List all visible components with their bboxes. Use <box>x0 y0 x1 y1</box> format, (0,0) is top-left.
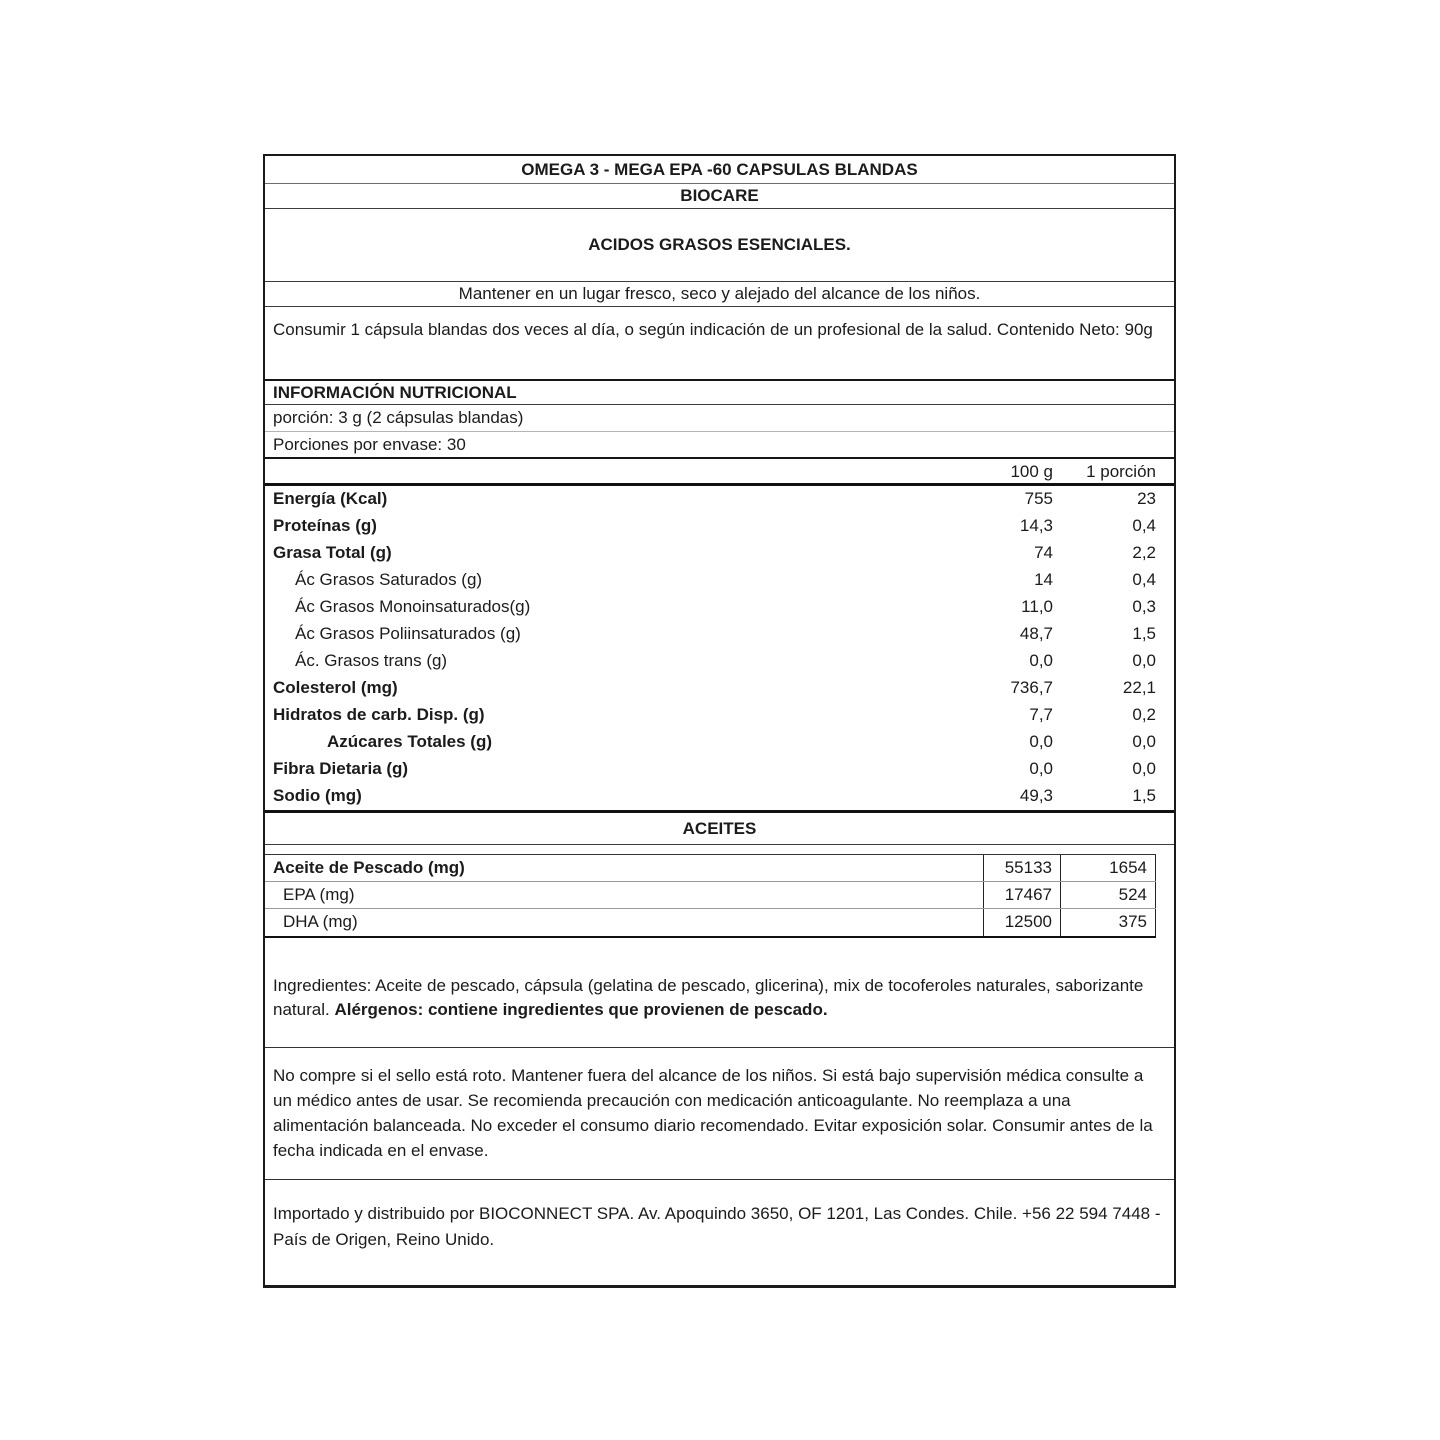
oil-name: DHA (mg) <box>283 912 358 931</box>
table-row <box>265 882 1156 909</box>
value-per-100g: 49,3 <box>1019 786 1053 805</box>
value-per-100g: 48,7 <box>1019 624 1053 643</box>
oil-name: Aceite de Pescado (mg) <box>273 858 465 877</box>
table-row <box>265 702 1156 729</box>
storage-instructions: Mantener en un lugar fresco, seco y alejado del alcance de los niños. <box>265 282 1174 307</box>
value-per-100g: 55133 <box>983 855 1060 881</box>
nutrient-name: Proteínas (g) <box>273 516 377 535</box>
nutrients-table <box>265 486 1174 813</box>
brand-name: BIOCARE <box>265 184 1174 209</box>
value-per-portion: 375 <box>1060 909 1156 936</box>
nutrient-name: Grasa Total (g) <box>273 543 392 562</box>
oils-spacer <box>265 845 1174 854</box>
value-per-100g: 0,0 <box>1029 732 1053 751</box>
importer-paragraph: Importado y distribuido por BIOCONNECT SPA. Av. Apoquindo 3650, OF 1201, Las Condes. Chile. +56 22 594 7448 - País de Origen, Reino Unido. <box>273 1204 1161 1249</box>
nutrient-name: Ác Grasos Monoinsaturados(g) <box>295 597 531 616</box>
category-row <box>265 209 1174 282</box>
value-per-100g: 17467 <box>983 882 1060 908</box>
column-header-row <box>265 459 1174 486</box>
oils-section-header: ACEITES <box>265 813 1174 845</box>
ingredients-text: Ingredientes: Aceite de pescado, cápsula (gelatina de pescado, glicerina), mix de tocoferoles naturales, saborizante natural. <box>273 976 1144 1019</box>
value-per-portion: 0,0 <box>1132 732 1156 751</box>
oils-table <box>265 854 1156 938</box>
table-row <box>265 540 1156 567</box>
serving-size: porción: 3 g (2 cápsulas blandas) <box>265 405 1174 432</box>
nutrition-label <box>263 154 1176 1288</box>
servings-per-container: Porciones por envase: 30 <box>265 432 1174 459</box>
column-header-spacer <box>265 459 933 483</box>
value-per-100g: 74 <box>1034 543 1053 562</box>
nutrition-facts-header: INFORMACIÓN NUTRICIONAL <box>265 381 1174 405</box>
value-per-portion: 22,1 <box>1122 678 1156 697</box>
column-header-per100: 100 g <box>1010 462 1053 481</box>
value-per-portion: 1654 <box>1060 855 1156 881</box>
value-per-100g: 11,0 <box>1021 597 1053 616</box>
value-per-100g: 12500 <box>983 909 1060 936</box>
nutrient-name: Ác. Grasos trans (g) <box>295 651 448 670</box>
value-per-portion: 0,4 <box>1132 570 1156 589</box>
ingredients-paragraph <box>265 938 1174 1048</box>
value-per-portion: 23 <box>1137 489 1156 508</box>
table-row <box>265 675 1156 702</box>
table-row <box>265 621 1156 648</box>
nutrient-name: Ác Grasos Saturados (g) <box>295 570 483 589</box>
directions-text: Consumir 1 cápsula blandas dos veces al día, o según indicación de un profesional de la salud. Contenido Neto: 90g <box>265 307 1174 381</box>
table-row <box>265 783 1156 810</box>
nutrient-name: Sodio (mg) <box>273 786 362 805</box>
table-row <box>265 513 1156 540</box>
value-per-portion: 1,5 <box>1132 786 1156 805</box>
value-per-100g: 7,7 <box>1029 705 1053 724</box>
value-per-portion: 0,0 <box>1132 759 1156 778</box>
value-per-portion: 0,4 <box>1132 516 1156 535</box>
oil-name: EPA (mg) <box>283 885 355 904</box>
value-per-portion: 1,5 <box>1132 624 1156 643</box>
nutrient-name: Colesterol (mg) <box>273 678 398 697</box>
warning-paragraph: No compre si el sello está roto. Mantener fuera del alcance de los niños. Si está bajo supervisión médica consulte a un médico antes de usar. Se recomienda precaución con medicación anticoagulante. No reemplaza a una alimentación balanceada. No exceder el consumo diario recomendado. Evitar exposición solar. Consumir antes de la fecha indicada en el envase. <box>265 1048 1174 1180</box>
nutrient-name: Azúcares Totales (g) <box>327 732 493 751</box>
table-row <box>265 909 1156 936</box>
value-per-portion: 0,3 <box>1132 597 1156 616</box>
value-per-100g: 0,0 <box>1029 759 1053 778</box>
table-row <box>265 567 1156 594</box>
table-row <box>265 648 1156 675</box>
nutrient-name: Ác Grasos Poliinsaturados (g) <box>295 624 521 643</box>
column-header-portion: 1 porción <box>1086 462 1156 481</box>
category-text: ACIDOS GRASOS ESENCIALES. <box>588 235 851 254</box>
nutrient-name: Hidratos de carb. Disp. (g) <box>273 705 485 724</box>
value-per-portion: 2,2 <box>1132 543 1156 562</box>
product-title: OMEGA 3 - MEGA EPA -60 CAPSULAS BLANDAS <box>265 156 1174 184</box>
table-row <box>265 729 1156 756</box>
allergens-text: Alérgenos: contiene ingredientes que provienen de pescado. <box>334 1000 828 1019</box>
table-row <box>265 486 1156 513</box>
table-row <box>265 756 1156 783</box>
value-per-100g: 736,7 <box>1010 678 1053 697</box>
value-per-100g: 14,3 <box>1019 516 1053 535</box>
nutrient-name: Energía (Kcal) <box>273 489 388 508</box>
value-per-portion: 0,0 <box>1132 651 1156 670</box>
nutrient-name: Fibra Dietaria (g) <box>273 759 409 778</box>
value-per-portion: 0,2 <box>1132 705 1156 724</box>
value-per-100g: 14 <box>1034 570 1053 589</box>
table-row <box>265 594 1156 621</box>
value-per-portion: 524 <box>1060 882 1156 908</box>
value-per-100g: 0,0 <box>1029 651 1053 670</box>
value-per-100g: 755 <box>1024 489 1053 508</box>
table-row <box>265 855 1156 882</box>
